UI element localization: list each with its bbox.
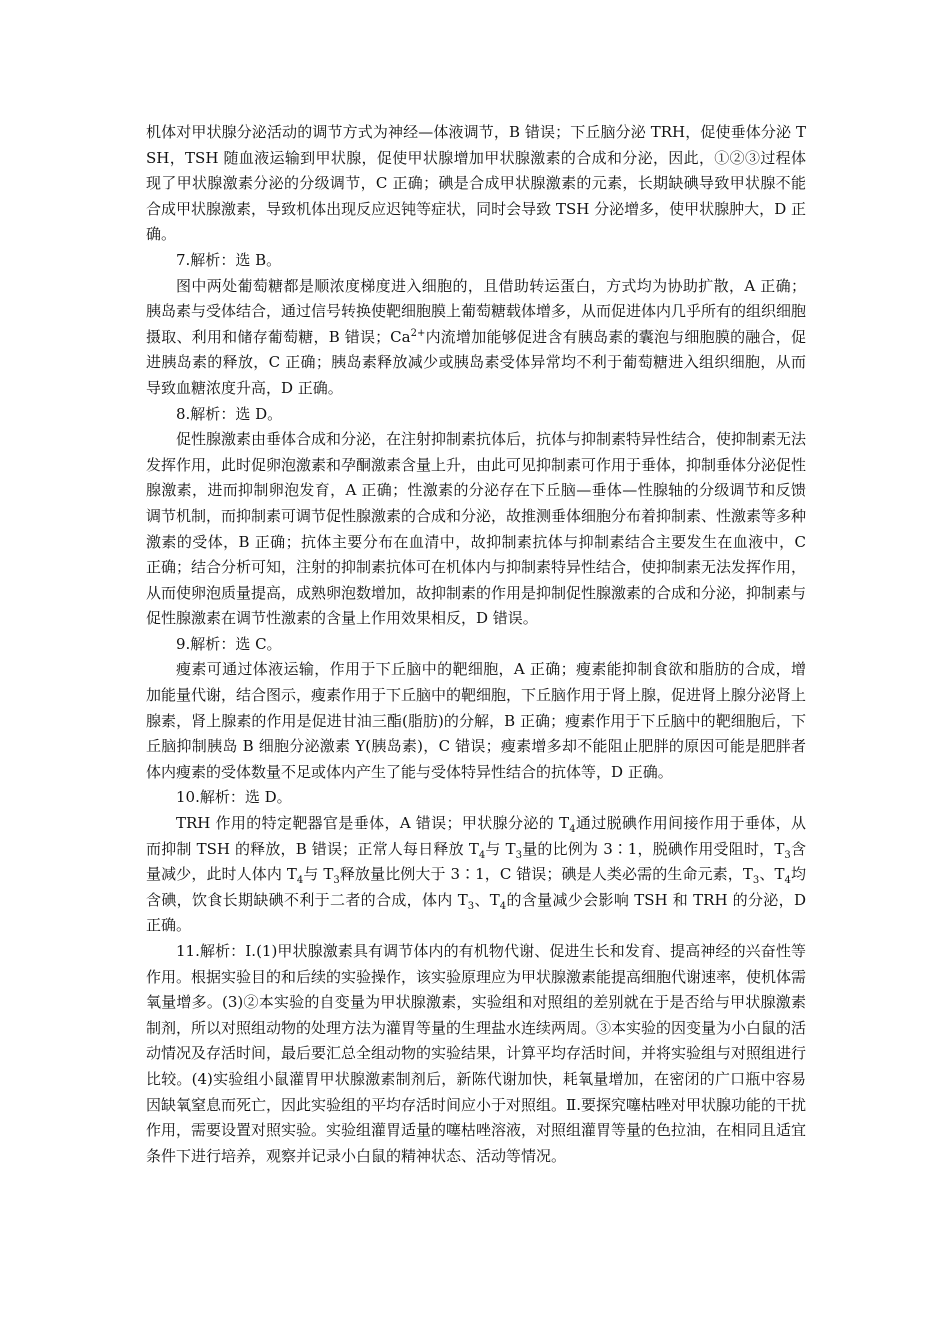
paragraph-9: 瘦素可通过体液运输，作用于下丘脑中的靶细胞，A 正确；瘦素能抑制食欲和脂肪的合成，增加能量代谢，结合图示，瘦素作用于下丘脑中的靶细胞，下丘脑作用于肾上腺，促进肾上腺分泌肾上腺素，肾上腺素的作用是促进甘油三酯(脂肪)的分解，B 正确；瘦素作用于下丘脑中的靶细胞后，下丘脑抑制胰岛 B 细胞分泌激素 Y(胰岛素)，C 错误；瘦素增多却不能阻止肥胖的原因可能是肥胖者体内瘦素的受体数量不足或体内产生了能与受体特异性结合的抗体等，D 正确。: [146, 660, 807, 781]
answer-heading-7: [146, 248, 806, 274]
answer-label-8: 8.解析: [176, 404, 221, 423]
answer-choice-10: ：选 D。: [229, 788, 292, 807]
answer-label-7: 7.解析: [176, 250, 221, 269]
answer-heading-9: [146, 632, 806, 658]
answer-label-11: 11.解析: [176, 942, 231, 960]
paragraph-8: 促性腺激素由垂体合成和分泌，在注射抑制素抗体后，抗体与抑制素特异性结合，使抑制素无法发挥作用，此时促卵泡激素和孕酮激素含量上升，由此可见抑制素可作用于垂体，抑制垂体分泌促性腺激素，进而抑制卵泡发育，A 正确；性激素的分泌存在下丘脑—垂体—性腺轴的分级调节和反馈调节机制，而抑制素可调节促性腺激素的合成和分泌，故推测垂体细胞分布着抑制素、性激素等多种激素的受体，B 正确；抗体主要分布在血清中，故抑制素抗体与抑制素结合主要发生在血液中，C 正确；结合分析可知，注射的抑制素抗体可在机体内与抑制素特异性结合，使抑制素无法发挥作用，从而使卵泡质量提高，成熟卵泡数增加，故抑制素的作用是抑制促性腺激素的合成和分泌，抑制素与促性腺激素在调节性激素的含量上作用效果相反，D 错误。: [146, 430, 807, 628]
answer-heading-8: [146, 402, 806, 428]
answer-label-9: 9.解析: [176, 634, 221, 653]
answer-choice-8: ：选 D。: [220, 404, 283, 423]
paragraph-7: 图中两处葡萄糖都是顺浓度梯度进入细胞的，且借助转运蛋白，方式均为协助扩散，A 正确；胰岛素与受体结合，通过信号转换使靶细胞膜上葡萄糖载体增多，从而促进体内几乎所有的组织细胞摄取、利用和储存葡萄糖，B 错误；$Ca^{2+}$内流增加能够促进含有胰岛素的囊泡与细胞膜的融合，促进胰岛素的释放，C 正确；胰岛素释放减少或胰岛素受体异常均不利于葡萄糖进入组织细胞，从而导致血糖浓度升高，D 正确。: [146, 276, 807, 397]
answer-choice-9: ：选 C。: [220, 634, 282, 653]
answer-text-11: ：Ⅰ.(1)甲状腺激素具有调节体内的有机物代谢、促进生长和发育、提高神经的兴奋性等作用。根据实验目的和后续的实验操作，该实验原理应为甲状腺激素能提高细胞代谢速率，使机体需氧量增多。(3)②本实验的自变量为甲状腺激素，实验组和对照组的差别就在于是否给与甲状腺激素制剂，所以对照组动物的处理方法为灌胃等量的生理盐水连续两周。③本实验的因变量为小白鼠的活动情况及存活时间，最后要汇总全组动物的实验结果，计算平均存活时间，并将实验组与对照组进行比较。(4)实验组小鼠灌胃甲状腺激素制剂后，新陈代谢加快，耗氧量增加，在密闭的广口瓶中容易因缺氧窒息而死亡，因此实验组的平均存活时间应小于对照组。Ⅱ.要探究噻枯唑对甲状腺功能的干扰作用，需要设置对照实验。实验组灌胃适量的噻枯唑溶液，对照组灌胃等量的色拉油，在相同且适宜条件下进行培养，观察并记录小白鼠的精神状态、活动等情况。: [146, 942, 807, 1165]
paragraph-6-continued: 机体对甲状腺分泌活动的调节方式为神经—体液调节，B 错误；下丘脑分泌 TRH，促使垂体分泌 TSH，TSH 随血液运输到甲状腺，促使甲状腺增加甲状腺激素的合成和分泌，因此，①②③过程体现了甲状腺激素分泌的分级调节，C 正确；碘是合成甲状腺激素的元素，长期缺碘导致甲状腺不能合成甲状腺激素，导致机体出现反应迟钝等症状，同时会导致 TSH 分泌增多，使甲状腺肿大，D 正确。: [146, 123, 806, 244]
answer-label-10: 10.解析: [176, 788, 230, 807]
answer-heading-10: [146, 785, 806, 811]
paragraph-10: TRH 作用的特定靶器官是垂体，A 错误；甲状腺分泌的 $T_4$通过脱碘作用间接作用于垂体，从而抑制 TSH 的释放，B 错误；正常人每日释放 $T_4$与 $T_3$量的比例为 3∶1，脱碘作用受阻时，$T_3$含量减少，此时人体内 $T_4$与 $T_3$释放量比例大于 3∶1，C 错误；碘是人类必需的生命元素，$T_3$、$T_4$均含碘，饮食长期缺碘不利于二者的合成，体内 $T_3$、$T_4$的含量减少会影响 TSH 和 TRH 的分泌，D 正确。: [146, 814, 806, 935]
paragraph-11: [146, 939, 806, 1169]
answer-document: [146, 120, 806, 1169]
answer-choice-7: ：选 B。: [220, 250, 282, 269]
